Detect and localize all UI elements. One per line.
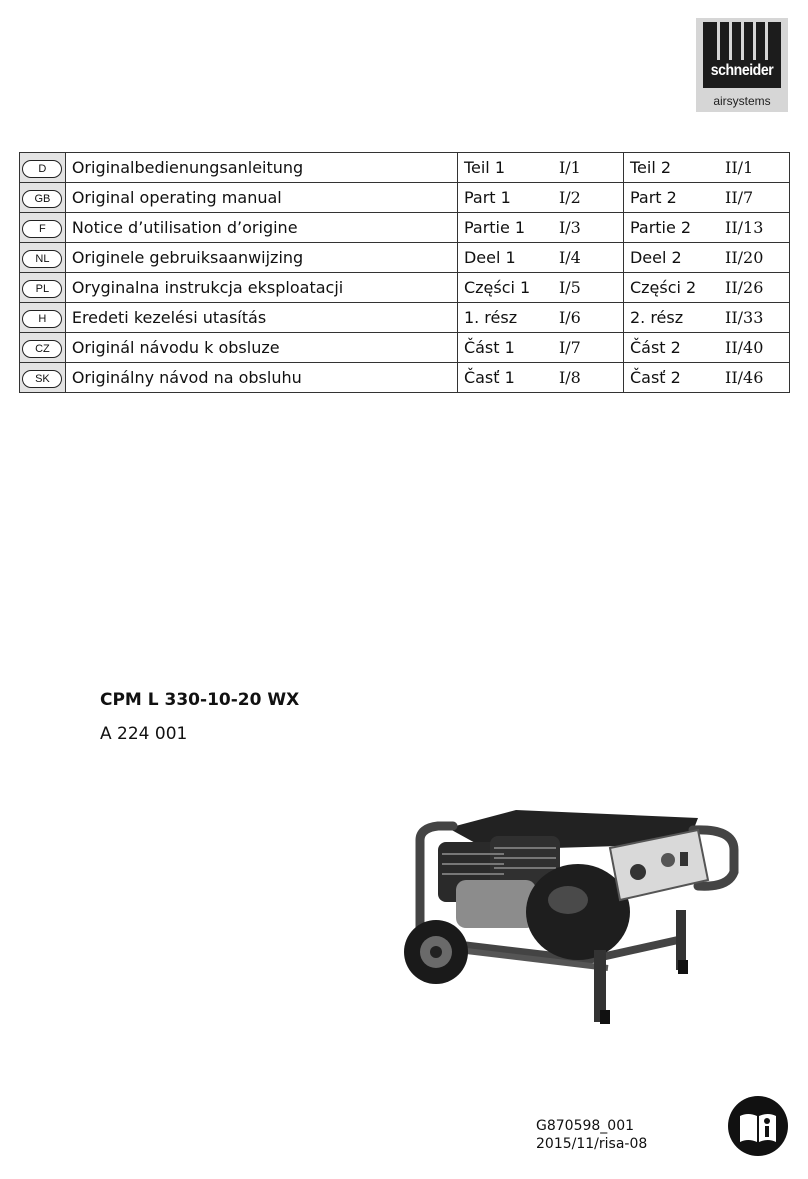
part2-page: II/20 — [725, 248, 764, 267]
language-row — [20, 183, 790, 213]
part1-cell — [457, 153, 623, 183]
part1-label: Časť 1 — [463, 368, 515, 387]
logo-mark — [703, 22, 781, 88]
read-manual-icon — [726, 1094, 790, 1158]
language-code-cell — [20, 153, 66, 183]
manual-title: Originalbedienungsanleitung — [65, 153, 457, 183]
compressor-image — [398, 800, 740, 1030]
language-code-cell — [20, 213, 66, 243]
part1-cell — [457, 213, 623, 243]
part2-cell — [623, 183, 789, 213]
part1-label: Partie 1 — [463, 218, 526, 237]
part2-cell — [623, 273, 789, 303]
part1-cell — [457, 183, 623, 213]
part1-page: I/4 — [558, 248, 581, 267]
part1-page: I/1 — [558, 158, 581, 177]
part-number: A 224 001 — [100, 724, 188, 744]
manual-title: Eredeti kezelési utasítás — [65, 303, 457, 333]
manual-title: Originálny návod na obsluhu — [65, 363, 457, 393]
part2-page: II/33 — [725, 308, 764, 327]
part1-cell — [457, 333, 623, 363]
part2-label: Časť 2 — [629, 368, 681, 387]
language-code-badge: PL — [22, 280, 62, 298]
logo-brand-text: schneider — [710, 62, 774, 79]
language-code-badge: H — [22, 310, 62, 328]
manual-title: Oryginalna instrukcja eksploatacji — [65, 273, 457, 303]
part2-label: Deel 2 — [629, 248, 682, 267]
language-code-badge: GB — [22, 190, 62, 208]
document-date: 2015/11/risa-08 — [536, 1136, 648, 1152]
manual-title: Originál návodu k obsluze — [65, 333, 457, 363]
model-name: CPM L 330-10-20 WX — [100, 690, 300, 710]
part2-label: 2. rész — [629, 308, 684, 327]
language-code-cell — [20, 303, 66, 333]
language-code-badge: SK — [22, 370, 62, 388]
part1-label: Část 1 — [463, 338, 515, 357]
part2-cell — [623, 363, 789, 393]
language-code-cell — [20, 183, 66, 213]
part1-cell — [457, 303, 623, 333]
language-code-cell — [20, 333, 66, 363]
language-row — [20, 333, 790, 363]
language-code-badge: D — [22, 160, 62, 178]
part1-label: 1. rész — [463, 308, 518, 327]
part2-page: II/1 — [725, 158, 754, 177]
part1-cell — [457, 363, 623, 393]
part2-cell — [623, 213, 789, 243]
part2-label: Partie 2 — [629, 218, 692, 237]
language-row — [20, 303, 790, 333]
part2-label: Części 2 — [629, 278, 697, 297]
language-code-badge: NL — [22, 250, 62, 268]
part1-page: I/7 — [558, 338, 581, 357]
part2-label: Teil 2 — [629, 158, 672, 177]
part2-page: II/7 — [725, 188, 754, 207]
part2-page: II/46 — [725, 368, 764, 387]
part1-page: I/8 — [558, 368, 581, 387]
part2-page: II/40 — [725, 338, 764, 357]
manual-title: Originele gebruiksaanwijzing — [65, 243, 457, 273]
manual-title: Original operating manual — [65, 183, 457, 213]
language-code-cell — [20, 363, 66, 393]
language-index-table — [19, 152, 790, 393]
part2-cell — [623, 333, 789, 363]
language-row — [20, 153, 790, 183]
language-row — [20, 243, 790, 273]
part1-page: I/6 — [558, 308, 581, 327]
language-code-cell — [20, 243, 66, 273]
part2-page: II/13 — [725, 218, 764, 237]
language-row — [20, 273, 790, 303]
part1-cell — [457, 273, 623, 303]
part1-label: Part 1 — [463, 188, 511, 207]
language-row — [20, 213, 790, 243]
logo-subtitle: airsystems — [713, 94, 771, 108]
part2-cell — [623, 243, 789, 273]
brand-logo — [696, 18, 788, 112]
part1-cell — [457, 243, 623, 273]
part1-label: Deel 1 — [463, 248, 516, 267]
document-reference — [536, 1117, 647, 1153]
document-id: G870598_001 — [536, 1118, 635, 1134]
part1-page: I/5 — [558, 278, 581, 297]
part2-cell — [623, 303, 789, 333]
part1-label: Teil 1 — [463, 158, 506, 177]
language-row — [20, 363, 790, 393]
part2-label: Part 2 — [629, 188, 677, 207]
part2-page: II/26 — [725, 278, 764, 297]
part1-label: Części 1 — [463, 278, 531, 297]
part2-label: Část 2 — [629, 338, 681, 357]
part1-page: I/2 — [558, 188, 581, 207]
language-code-cell — [20, 273, 66, 303]
part1-page: I/3 — [558, 218, 581, 237]
part2-cell — [623, 153, 789, 183]
language-code-badge: CZ — [22, 340, 62, 358]
language-code-badge: F — [22, 220, 62, 238]
manual-title: Notice d’utilisation d’origine — [65, 213, 457, 243]
